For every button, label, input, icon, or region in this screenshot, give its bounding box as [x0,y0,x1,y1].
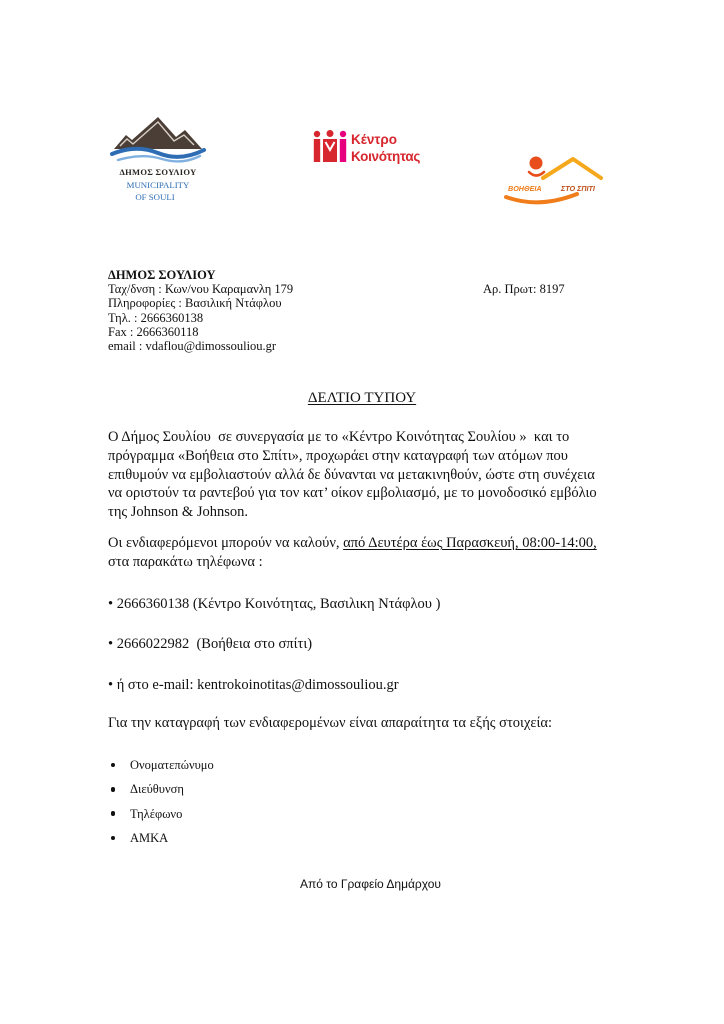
list-item [108,777,214,801]
house-roof [543,159,601,178]
schedule-hours: από Δευτέρα έως Παρασκευή, 08:00-14:00, [343,535,597,551]
house-sun-logo-icon [503,153,607,207]
contact-item-email: • ή στο e-mail: kentrokoinotitas@dimossouliou.gr [108,677,399,693]
river-wave-dark [112,149,204,157]
list-bullet [111,836,116,841]
sender-email: email : vdaflou@dimossouliou.gr [108,339,277,354]
list-bullet [111,787,116,792]
list-item [108,753,214,777]
sun-figure-arm [529,172,544,176]
list-item-label: Τηλέφωνο [129,806,183,821]
home-help-logo-line-2: ΣΤΟ ΣΠΙΤΙ [561,184,595,193]
municipality-logo-line-1: MUNICIPALITY [126,180,190,190]
sender-phone: Τηλ. : 2666360138 [108,310,204,325]
figure-left-body [314,139,320,162]
home-help-logo-line-1: ΒΟΗΘΕΙΑ [508,184,542,193]
schedule-lead-text: Οι ενδιαφερόμενοι μπορούν να καλούν, [108,535,344,551]
municipality-logo-name: ΔΗΜΟΣ ΣΟΥΛΙΟΥ [119,167,197,177]
list-bullet [111,763,116,768]
list-bullet [111,811,116,816]
paragraph-line: να οριστούν τα ραντεβού για τον κατ’ οίκον εμβολιασμό, με το μονοδοσικό εμβόλιο [108,485,597,502]
community-center-logo [312,127,424,167]
sender-info: Πληροφορίες : Βασιλική Ντάφλου [108,296,282,311]
sun-figure-head [530,157,543,170]
municipality-logo [108,113,208,205]
community-center-logo-text [351,131,420,165]
paragraph-schedule [108,534,597,572]
sender-fax: Fax : 2666360118 [108,324,199,339]
list-item-label: Ονοματεπώνυμο [129,758,214,772]
paragraph-line: της Johnson & Johnson. [108,504,249,521]
figure-right-body [340,139,346,162]
community-center-logo-line-1: Κέντρο [351,132,397,147]
municipality-logo-line-2: OF SOULI [135,192,175,202]
paragraph-intro [108,428,597,522]
sender-org: ΔΗΜΟΣ ΣΟΥΛΙΟΥ [108,268,216,282]
sender-block [108,268,293,353]
requirements-intro: Για την καταγραφή των ενδιαφερομένων είναι απαραίτητα τα εξής στοιχεία: [108,715,552,731]
figure-right-head [340,131,346,137]
list-item-label: ΑΜΚΑ [129,830,169,845]
people-logo-icon [312,130,348,164]
list-item [108,826,214,850]
document-title: ΔΕΛΤΙΟ ΤΥΠΟΥ [307,390,417,406]
figure-left-head [314,131,320,137]
list-item [108,802,214,826]
paragraph-line: Ο Δήμος Σουλίου σε συνεργασία με το «Κέντρο Κοινότητας Σουλίου » και το [108,429,570,445]
community-center-logo-line-2: Κοινότητας [351,149,421,164]
protocol-number: Αρ. Πρωτ: 8197 [483,282,565,297]
requirements-list [108,753,214,850]
paragraph-line: επιθυμούν να εμβολιαστούν αλλά δε δύνανται να μετακινηθούν, ώστε στη συνέχεια [108,466,595,483]
logo-swoosh [506,194,577,202]
paragraph-line [108,534,597,553]
contact-item-phone-1: • 2666360138 (Κέντρο Κοινότητας, Βασιλικη Ντάφλου ) [108,596,441,612]
home-help-logo [503,153,607,207]
sender-address: Ταχ/δνση : Κων/νου Καραμανλη 179 [108,282,294,297]
mountain-logo-icon [108,113,208,165]
figure-middle-head [327,130,334,137]
signature: Από το Γραφείο Δημάρχου [300,877,441,891]
paragraph-line: στα παρακάτω τηλέφωνα : [108,553,263,570]
paragraph-line: πρόγραμμα «Βοήθεια στο Σπίτι», προχωράει στην καταγραφή των ατόμων που [108,447,568,464]
list-item-label: Διεύθυνση [129,782,184,797]
contact-item-phone-2: • 2666022982 (Βοήθεια στο σπίτι) [108,636,313,652]
